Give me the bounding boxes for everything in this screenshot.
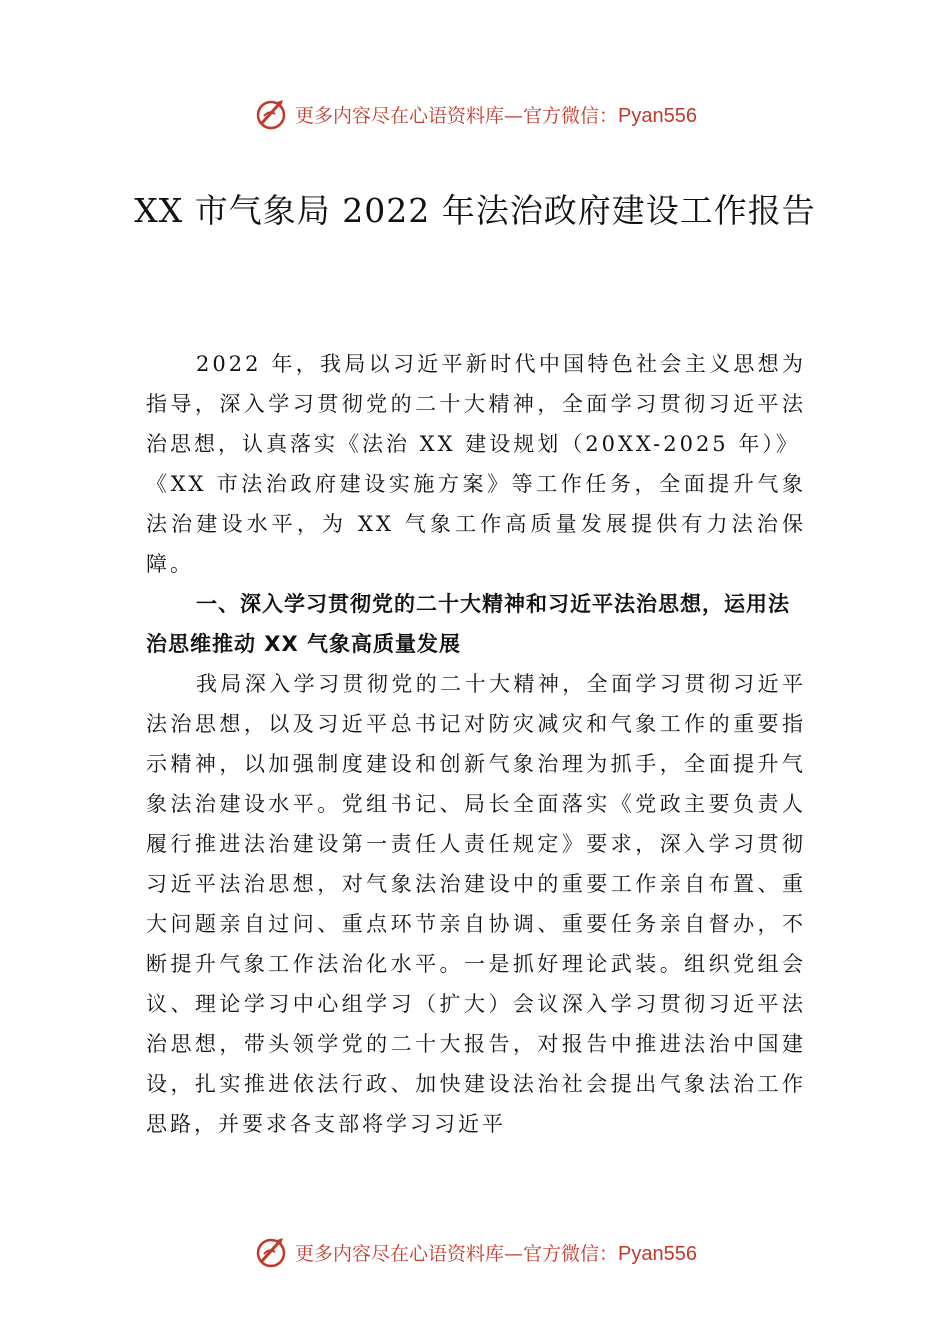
footer-watermark-banner [0, 1232, 950, 1272]
section-heading: 一、深入学习贯彻党的二十大精神和习近平法治思想，运用法治思维推动 XX 气象高质量发展 [146, 592, 790, 656]
pen-seal-logo-icon [253, 1234, 289, 1270]
wechat-id: Pyan556 [618, 104, 697, 127]
section-body-paragraph: 我局深入学习贯彻党的二十大精神，全面学习贯彻习近平法治思想，以及习近平总书记对防灾减灾和气象工作的重要指示精神，以加强制度建设和创新气象治理为抓手，全面提升气象法治建设水平。党组书记、局长全面落实《党政主要负责人履行推进法治建设第一责任人责任规定》要求，深入学习贯彻习近平法治思想，对气象法治建设中的重要工作亲自布置、重大问题亲自过问、重点环节亲自协调、重要任务亲自督办，不断提升气象工作法治化水平。一是抓好理论武装。组织党组会议、理论学习中心组学习（扩大）会议深入学习贯彻习近平法治思想，带头领学党的二十大报告，对报告中推进法治中国建设，扎实推进依法行政、加快建设法治社会提出气象法治工作思路，并要求各支部将学习习近平 [146, 672, 806, 1136]
pen-seal-logo-icon [253, 96, 289, 132]
intro-paragraph: 2022 年，我局以习近平新时代中国特色社会主义思想为指导，深入学习贯彻党的二十大精神，全面学习贯彻习近平法治思想，认真落实《法治 XX 建设规划（20XX-2025 年）》 [146, 352, 806, 456]
intro-paragraph-continued: 《XX 市法治政府建设实施方案》等工作任务，全面提升气象法治建设水平，为 XX 气象工作高质量发展提供有力法治保障。 [146, 472, 806, 576]
banner-text: 更多内容尽在心语资料库—官方微信：Pyan556 [295, 104, 697, 127]
wechat-id: Pyan556 [618, 1242, 697, 1265]
document-body [146, 344, 806, 1144]
banner-text: 更多内容尽在心语资料库—官方微信：Pyan556 [295, 1242, 697, 1265]
document-title: XX 市气象局 2022 年法治政府建设工作报告 [134, 191, 816, 230]
header-watermark-banner [0, 94, 950, 134]
